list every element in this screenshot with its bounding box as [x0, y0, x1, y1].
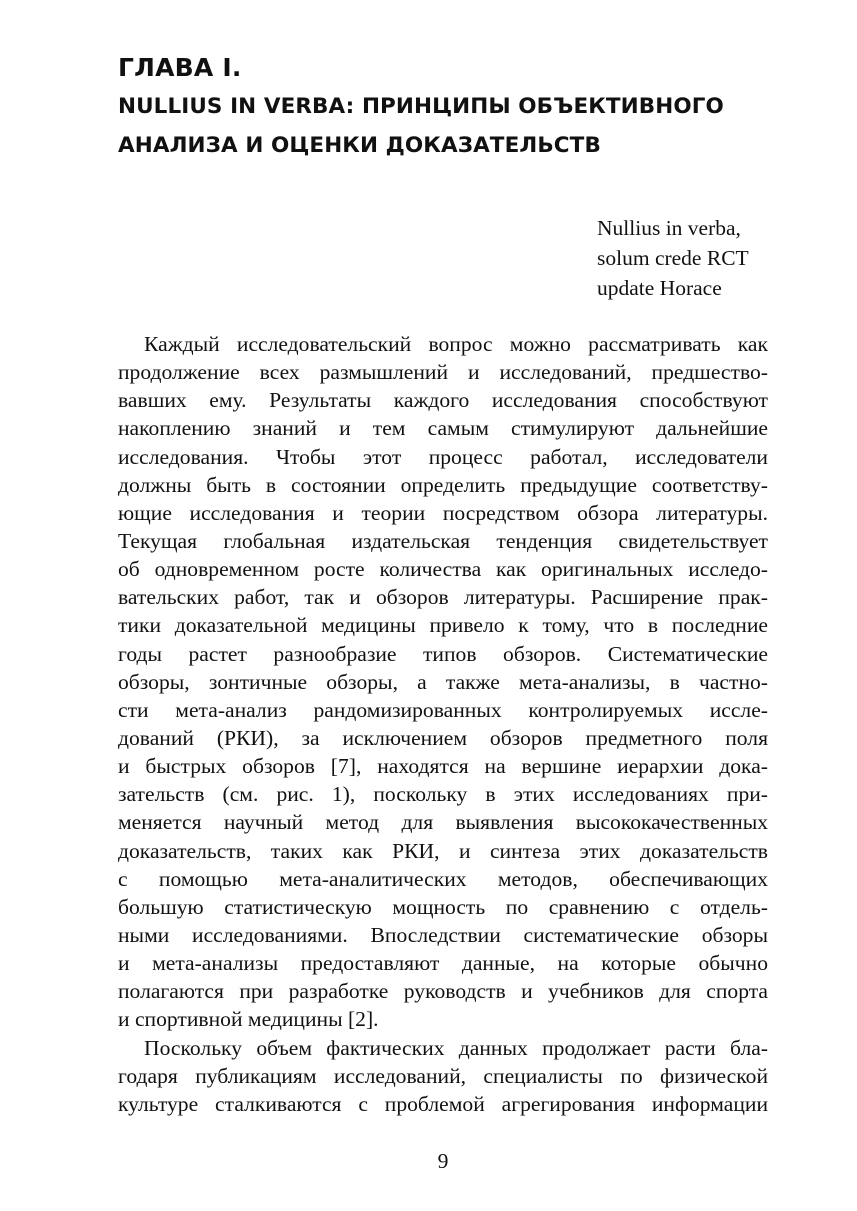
text-line: продолжение всех размышлений и исследований, предшество-: [118, 360, 768, 385]
epigraph-line: solum crede RCT: [597, 246, 749, 270]
chapter-label: ГЛАВА I.: [118, 53, 242, 82]
text-line: обзоры, зонтичные обзоры, а также мета-анализы, в частно-: [118, 669, 768, 694]
text-line: большую статистическую мощность по сравнению с отдель-: [118, 894, 768, 919]
paragraph-1: [118, 330, 768, 1034]
epigraph: [597, 213, 827, 303]
paragraph-2: [118, 1034, 768, 1118]
text-line: и быстрых обзоров [7], находятся на вершине иерархии дока-: [118, 754, 768, 779]
text-line: об одновременном росте количества как оригинальных исследо-: [118, 557, 768, 582]
body-text: [118, 330, 768, 1118]
text-line: годаря публикациям исследований, специалисты по физической: [118, 1063, 768, 1088]
text-line: и мета-анализы предоставляют данные, на которые обычно: [118, 951, 768, 976]
text-line: с помощью мета-аналитических методов, обеспечивающих: [118, 866, 768, 891]
epigraph-line: Nullius in verba,: [597, 216, 741, 240]
text-line: Текущая глобальная издательская тенденция свидетельствует: [118, 528, 768, 553]
text-line: годы растет разнообразие типов обзоров. Систематические: [118, 641, 768, 666]
chapter-title-line-1: NULLIUS IN VERBA: ПРИНЦИПЫ ОБЪЕКТИВНОГО: [118, 94, 724, 119]
text-line: вательских работ, так и обзоров литературы. Расширение прак-: [118, 585, 768, 610]
text-line: зательств (см. рис. 1), поскольку в этих исследованиях при-: [118, 782, 768, 807]
text-line: культуре сталкиваются с проблемой агрегирования информации: [118, 1091, 768, 1116]
epigraph-line: update Horace: [597, 276, 722, 300]
chapter-title-line-2: АНАЛИЗА И ОЦЕНКИ ДОКАЗАТЕЛЬСТВ: [118, 133, 601, 158]
text-line: меняется научный метод для выявления высококачественных: [118, 810, 768, 835]
text-line: Поскольку объем фактических данных продолжает расти бла-: [144, 1035, 768, 1060]
text-line: ющие исследования и теории посредством обзора литературы.: [118, 500, 768, 525]
text-line: доказательств, таких как РКИ, и синтеза этих доказательств: [118, 838, 768, 863]
text-line: должны быть в состоянии определить предыдущие соответству-: [118, 472, 768, 497]
page-number: 9: [437, 1149, 449, 1173]
text-line: Каждый исследовательский вопрос можно рассматривать как: [144, 332, 768, 356]
text-line: сти мета-анализ рандомизированных контролируемых иссле-: [118, 697, 768, 722]
text-line: тики доказательной медицины привело к тому, что в последние: [118, 613, 768, 638]
text-line: накоплению знаний и тем самым стимулируют дальнейшие: [118, 416, 768, 441]
text-line: и спортивной медицины [2].: [118, 1007, 379, 1032]
text-line: вавших ему. Результаты каждого исследования способствуют: [118, 388, 768, 413]
text-line: ными исследованиями. Впоследствии систематические обзоры: [118, 922, 768, 947]
chapter-heading: [118, 50, 798, 164]
text-line: исследования. Чтобы этот процесс работал, исследователи: [118, 444, 768, 469]
text-line: полагаются при разработке руководств и учебников для спорта: [118, 979, 768, 1004]
text-line: дований (РКИ), за исключением обзоров предметного поля: [118, 725, 768, 750]
